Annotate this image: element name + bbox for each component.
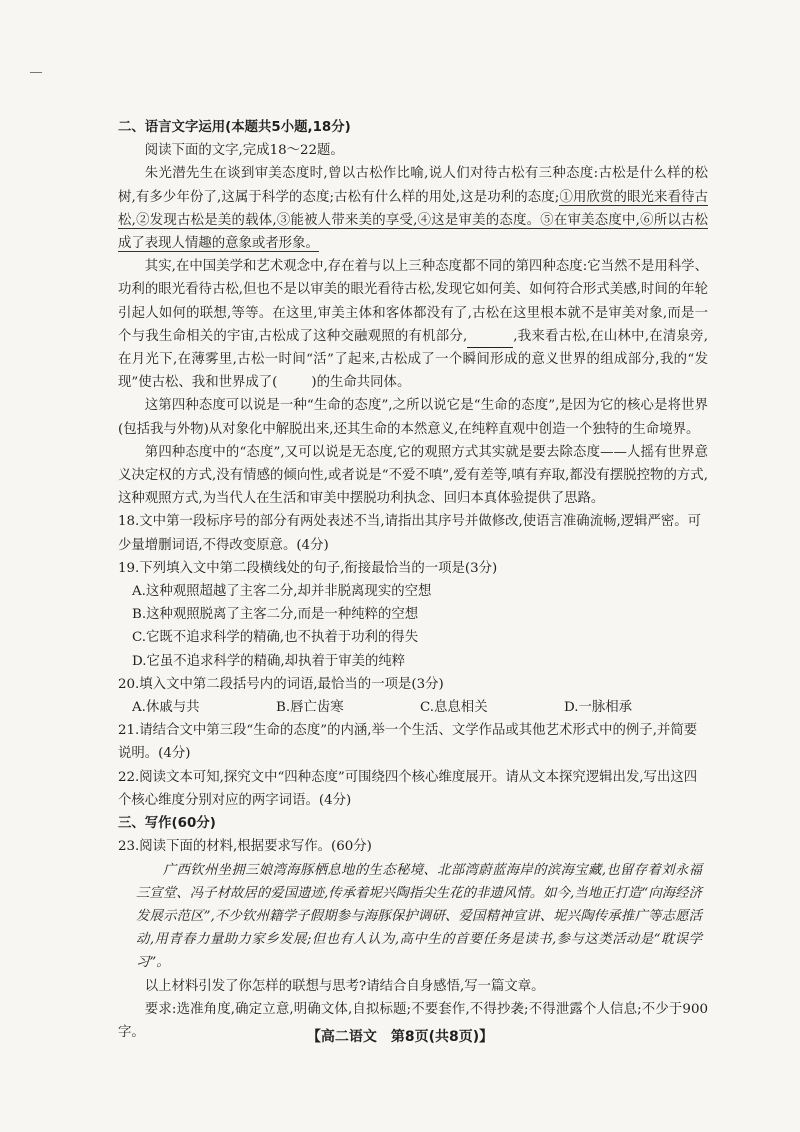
- question-22: 22.阅读文本可知,探究文中“四种态度”可围绕四个核心维度展开。请从文本探究逻辑出发,写出这四个核心维度分别对应的两字词语。(4分): [118, 769, 698, 808]
- q20-options: [118, 696, 708, 719]
- q20-option-c: C.息息相关: [420, 700, 488, 716]
- question-21: 21.请结合文中第三段“生命的态度”的内涵,举一个生活、文学作品或其他艺术形式中的例子,并简要说明。(4分): [118, 723, 698, 762]
- page-footer: 【高二语文 第8页(共8页)】: [306, 1029, 494, 1045]
- passage-para-3: 这第四种态度可以说是一种“生命的态度”,之所以说它是“生命的态度”,是因为它的核心是将世界(包括我与外物)从对象化中解脱出来,还其生命的本然意义,在纯粹直观中创造一个独特的生命境界。: [118, 398, 708, 437]
- para1-text: 朱光潜先生在谈到审美态度时,曾以古松作比喻,说人们对待古松有三种态度:古松是什么样的松树,有多少年份了,这属于科学的态度;古松有什么样的用处,这是功利的态度;: [118, 166, 708, 205]
- question-18: 18.文中第一段标序号的部分有两处表述不当,请指出其序号并做修改,使语言准确流畅,逻辑严密。可少量增删词语,不得改变原意。(4分): [118, 514, 702, 553]
- material-text: 广西钦州坐拥三娘湾海豚栖息地的生态秘境、北部湾蔚蓝海岸的滨海宝藏,也留存着刘永福三宣堂、冯子材故居的爱国遗迹,传承着坭兴陶指尖生花的非遗风情。如今,当地正打造“向海经济发展示范区”,不少钦州籍学子假期参与海豚保护调研、爱国精神宣讲、坭兴陶传承推广等志愿活动,用青春力量助力家乡发展;但也有人认为,高中生的首要任务是读书,参与这类活动是“耽误学习”。: [136, 862, 702, 971]
- para2-text-a: 其实,在中国美学和艺术观念中,存在着与以上三种态度都不同的第四种态度:它当然不是用科学、功利的眼光看待古松,但也不是以审美的眼光看待古松,发现它如何美、如何符合形式美感,时间的年轮引起人如何的联想,等等。在这里,审美主体和客体都没有了,古松在这里根本就不是审美对象,而是一个与我生命相关的宇宙,古松成了这种交融观照的有机部分,: [118, 259, 708, 344]
- writing-material: [118, 859, 708, 975]
- q20-option-b: B.唇亡齿寒: [276, 700, 344, 716]
- question-19: 19.下列填入文中第二段横线处的句子,衔接最恰当的一项是(3分): [118, 560, 498, 576]
- q19-option-c: C.它既不追求科学的精确,也不执着于功利的得失: [132, 630, 419, 646]
- q20-option-a: A.休戚与共: [132, 700, 200, 716]
- fill-blank-line: [467, 333, 513, 348]
- scan-edge-mark: [30, 72, 42, 73]
- reading-intro: 阅读下面的文字,完成18～22题。: [144, 143, 344, 159]
- para1-underlined: ①用欣赏的眼光来看待古松,②发现古松是美的载体,③能被人带来美的享受,④这是审美的态度。⑤在审美态度中,⑥所以古松成了表现人情趣的意象或者形象。: [118, 189, 708, 252]
- question-23: 23.阅读下面的材料,根据要求写作。(60分): [118, 839, 372, 855]
- writing-requirements: 要求:选准角度,确定立意,明确文体,自拟标题;不要套作,不得抄袭;不得泄露个人信息;不少于900字。: [118, 1001, 708, 1040]
- passage-para-4: 第四种态度中的“态度”,又可以说是无态度,它的观照方式其实就是要去除态度——人摇有世界意义决定权的方式,没有情感的倾向性,或者说是“不爱不嗔”,爱有差等,嗔有弃取,都没有摆脱控物的方式,这种观照方式,为当代人在生活和审美中摆脱功利执念、回归本真体验提供了思路。: [118, 444, 708, 507]
- para2-text-b: ,我来看古松,在山林中,在清泉旁,在月光下,在薄雾里,古松一时间“活”了起来,古松成了一个瞬间形成的意义世界的组成部分,我的“发现”使古松、我和世界成了(: [118, 328, 708, 391]
- q20-option-d: D.一脉相承: [564, 700, 633, 716]
- section3-heading: 三、写作(60分): [118, 816, 216, 832]
- passage-para-1: [118, 162, 708, 255]
- q19-option-d: D.它虽不追求科学的精确,却执着于审美的纯粹: [132, 653, 406, 669]
- section2-heading: 二、语言文字运用(本题共5小题,18分): [118, 120, 351, 135]
- q19-option-b: B.这种观照脱离了主客二分,而是一种纯粹的空想: [132, 607, 419, 623]
- passage-para-2: [118, 255, 708, 394]
- para2-text-c: )的生命共同体。: [311, 375, 411, 391]
- q19-option-a: A.这种观照超越了主客二分,却并非脱离现实的空想: [132, 584, 432, 600]
- writing-prompt: 以上材料引发了你怎样的联想与思考?请结合自身感悟,写一篇文章。: [144, 978, 545, 994]
- question-20: 20.填入文中第二段括号内的词语,最恰当的一项是(3分): [118, 676, 444, 692]
